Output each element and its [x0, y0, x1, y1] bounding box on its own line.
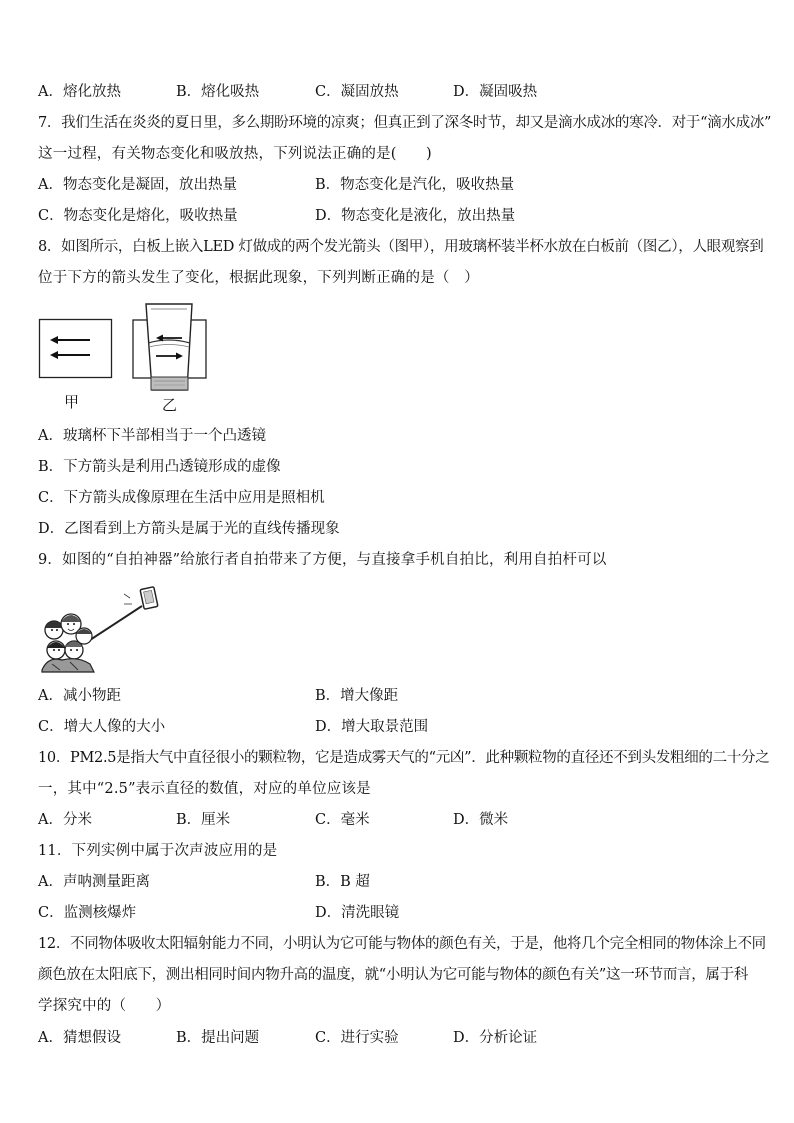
q8-option-d[interactable]: D．乙图看到上方箭头是属于光的直线传播现象	[38, 521, 340, 537]
q12-stem-line1: 12．不同物体吸收太阳辐射能力不同，小明认为它可能与物体的颜色有关，于是，他将几个完全相同的物体涂上不同	[38, 936, 766, 952]
q6-option-c[interactable]: C．凝固放热	[315, 84, 399, 100]
q11-option-d[interactable]: D．清洗眼镜	[315, 905, 400, 921]
q11-option-b[interactable]: B．B 超	[315, 874, 370, 890]
q12-stem-line2: 颜色放在太阳底下，测出相同时间内物升高的温度，就“小明认为它可能与物体的颜色有关”这一环节而言，属于科	[38, 967, 749, 983]
figure-jia-label: 甲	[64, 393, 80, 411]
q10-stem-line2: 一，其中“2.5”表示直径的数值，对应的单位应该是	[38, 781, 371, 797]
q8-stem-line1: 8．如图所示，白板上嵌入LED 灯做成的两个发光箭头（图甲），用玻璃杯装半杯水放在白板前（图乙），人眼观察到	[38, 239, 764, 255]
q10-stem-line1: 10．PM2.5是指大气中直径很小的颗粒物，它是造成雾天气的“元凶”．此种颗粒物的直径还不到头发粗细的二十分之	[38, 750, 770, 766]
q11-option-c[interactable]: C．监测核爆炸	[38, 905, 137, 921]
q7-stem-line1: 7．我们生活在炎炎的夏日里，多么期盼环境的凉爽；但真正到了深冬时节，却又是滴水成冰的寒冷．对于“滴水成冰”	[38, 115, 772, 131]
figure-selfie-stick	[38, 584, 164, 674]
q6-option-d[interactable]: D．凝固吸热	[453, 84, 538, 100]
q12-stem-line3: 学探究中的（ ）	[38, 998, 171, 1014]
q9-option-c[interactable]: C．增大人像的大小	[38, 719, 166, 735]
q8-stem-line2: 位于下方的箭头发生了变化，根据此现象，下列判断正确的是（ ）	[38, 270, 479, 286]
q9-option-a[interactable]: A．减小物距	[38, 688, 121, 704]
q9-option-b[interactable]: B．增大像距	[315, 688, 399, 704]
q6-option-b[interactable]: B．熔化吸热	[176, 84, 260, 100]
q8-option-c[interactable]: C．下方箭头成像原理在生活中应用是照相机	[38, 490, 325, 506]
q12-option-b[interactable]: B．提出问题	[176, 1030, 260, 1046]
q12-option-c[interactable]: C．进行实验	[315, 1030, 399, 1046]
figure-jia-whiteboard	[38, 318, 114, 380]
q8-option-a[interactable]: A．玻璃杯下半部相当于一个凸透镜	[38, 428, 266, 444]
q7-option-a[interactable]: A．物态变化是凝固，放出热量	[38, 177, 237, 193]
q7-option-d[interactable]: D．物态变化是液化，放出热量	[315, 208, 516, 224]
q9-stem-line1: 9．如图的“自拍神器”给旅行者自拍带来了方便，与直接拿手机自拍比，利用自拍杆可以	[38, 552, 607, 568]
q11-stem-line1: 11．下列实例中属于次声波应用的是	[38, 843, 278, 859]
q9-option-d[interactable]: D．增大取景范围	[315, 719, 429, 735]
q7-stem-line2: 这一过程，有关物态变化和吸放热，下列说法正确的是( )	[38, 146, 432, 162]
q6-option-a[interactable]: A．熔化放热	[38, 84, 121, 100]
q10-option-a[interactable]: A．分米	[38, 812, 92, 828]
figure-yi-glass	[130, 303, 210, 393]
q7-option-b[interactable]: B．物态变化是汽化，吸收热量	[315, 177, 515, 193]
q11-option-a[interactable]: A．声呐测量距离	[38, 874, 150, 890]
q10-option-c[interactable]: C．毫米	[315, 812, 370, 828]
q7-option-c[interactable]: C．物态变化是熔化，吸收热量	[38, 208, 238, 224]
q10-option-b[interactable]: B．厘米	[176, 812, 231, 828]
q8-option-b[interactable]: B．下方箭头是利用凸透镜形成的虚像	[38, 459, 281, 475]
q12-option-d[interactable]: D．分析论证	[453, 1030, 538, 1046]
q10-option-d[interactable]: D．微米	[453, 812, 509, 828]
figure-yi-label: 乙	[162, 396, 178, 414]
q12-option-a[interactable]: A．猜想假设	[38, 1030, 121, 1046]
